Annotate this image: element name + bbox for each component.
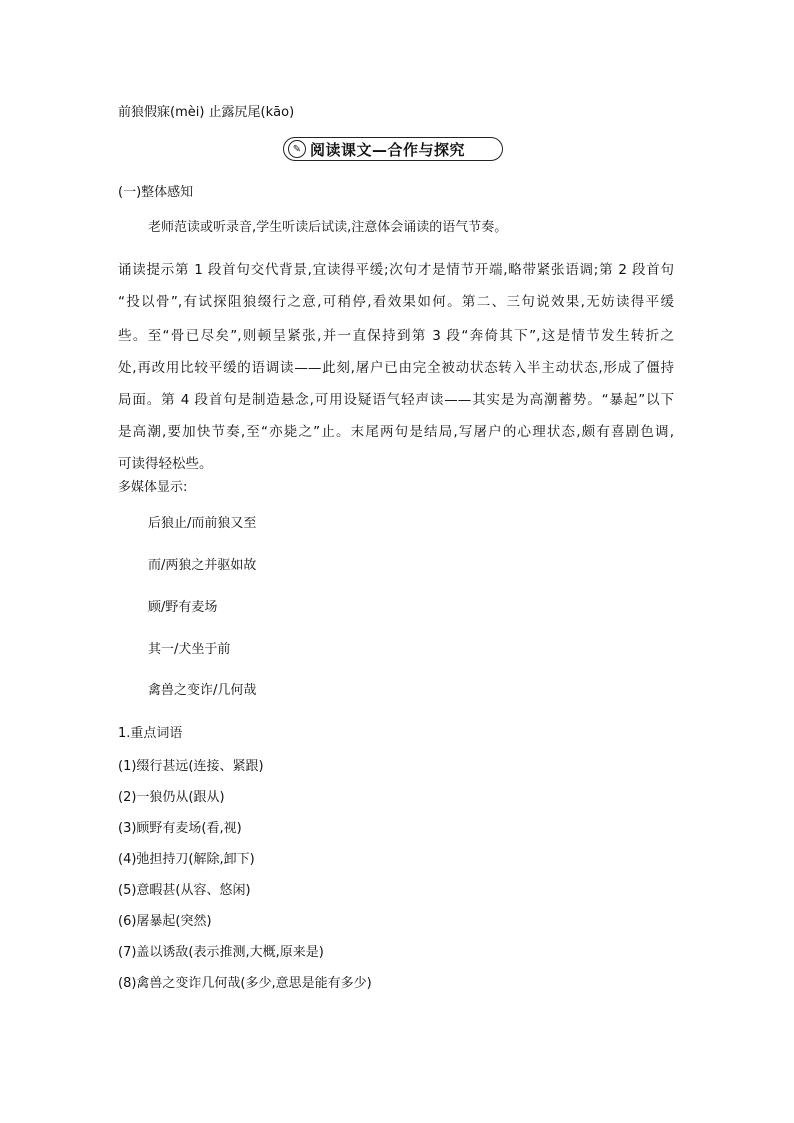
multimedia-line: 禽兽之变诈/几何哉 — [148, 683, 257, 698]
multimedia-line: 而/两狼之并驱如故 — [148, 558, 257, 573]
key-word-item: (7)盖以诱敌(表示推测,大概,原来是) — [118, 945, 324, 960]
key-word-item: (8)禽兽之变诈几何哉(多少,意思是能有多少) — [118, 976, 372, 991]
multimedia-line: 其一/犬坐于前 — [148, 642, 231, 657]
reading-tip-line: 诵读提示第 1 段首句交代背景,宜读得平缓;次句才是情节开端,略带紧张语调;第 2 段首句 — [118, 262, 674, 278]
reading-tip-line: 局面。第 4 段首句是制造悬念,可用设疑语气轻声读——其实是为高潮蓄势。“暴起”以下 — [118, 392, 674, 408]
reading-tip-line: 处,再改用比较平缓的语调读——此刻,屠户已由完全被动状态转入半主动状态,形成了僵持 — [118, 360, 674, 376]
multimedia-line: 顾/野有麦场 — [148, 600, 218, 615]
top-line: 前狼假寐(mèi) 止露尻尾(kāo) — [118, 105, 295, 120]
key-word-item: (3)顾野有麦场(看,视) — [118, 821, 242, 836]
key-word-item: (4)弛担持刀(解除,卸下) — [118, 852, 255, 867]
reading-tip-line: “投以骨”,有试探阻狼缀行之意,可稍停,看效果如何。第二、三句说效果,无妨读得平缓 — [118, 294, 674, 310]
multimedia-label: 多媒体显示: — [118, 480, 188, 495]
section-title: 阅读课文—合作与探究 — [310, 140, 466, 159]
subheading-overall: (一)整体感知 — [118, 185, 194, 200]
key-word-item: (1)缀行甚远(连接、紧跟) — [118, 759, 264, 774]
section-header — [283, 137, 503, 161]
reading-icon: ✎ — [288, 140, 306, 158]
key-word-item: (2)一狼仍从(跟从) — [118, 790, 225, 805]
intro-paragraph: 老师范读或听录音,学生听读后试读,注意体会诵读的语气节奏。 — [148, 220, 508, 235]
key-word-item: (5)意暇甚(从容、悠闲) — [118, 883, 251, 898]
reading-tip-line: 可读得轻松些。 — [118, 456, 213, 472]
key-word-item: (6)屠暴起(突然) — [118, 914, 212, 929]
key-words-title: 1.重点词语 — [118, 726, 183, 741]
reading-tip-line: 些。至“骨已尽矣”,则顿呈紧张,并一直保持到第 3 段“奔倚其下”,这是情节发生转折之 — [118, 328, 674, 344]
multimedia-line: 后狼止/而前狼又至 — [148, 516, 257, 531]
reading-tip-line: 是高潮,要加快节奏,至“亦毙之”止。末尾两句是结局,写屠户的心理状态,颇有喜剧色调, — [118, 424, 674, 440]
